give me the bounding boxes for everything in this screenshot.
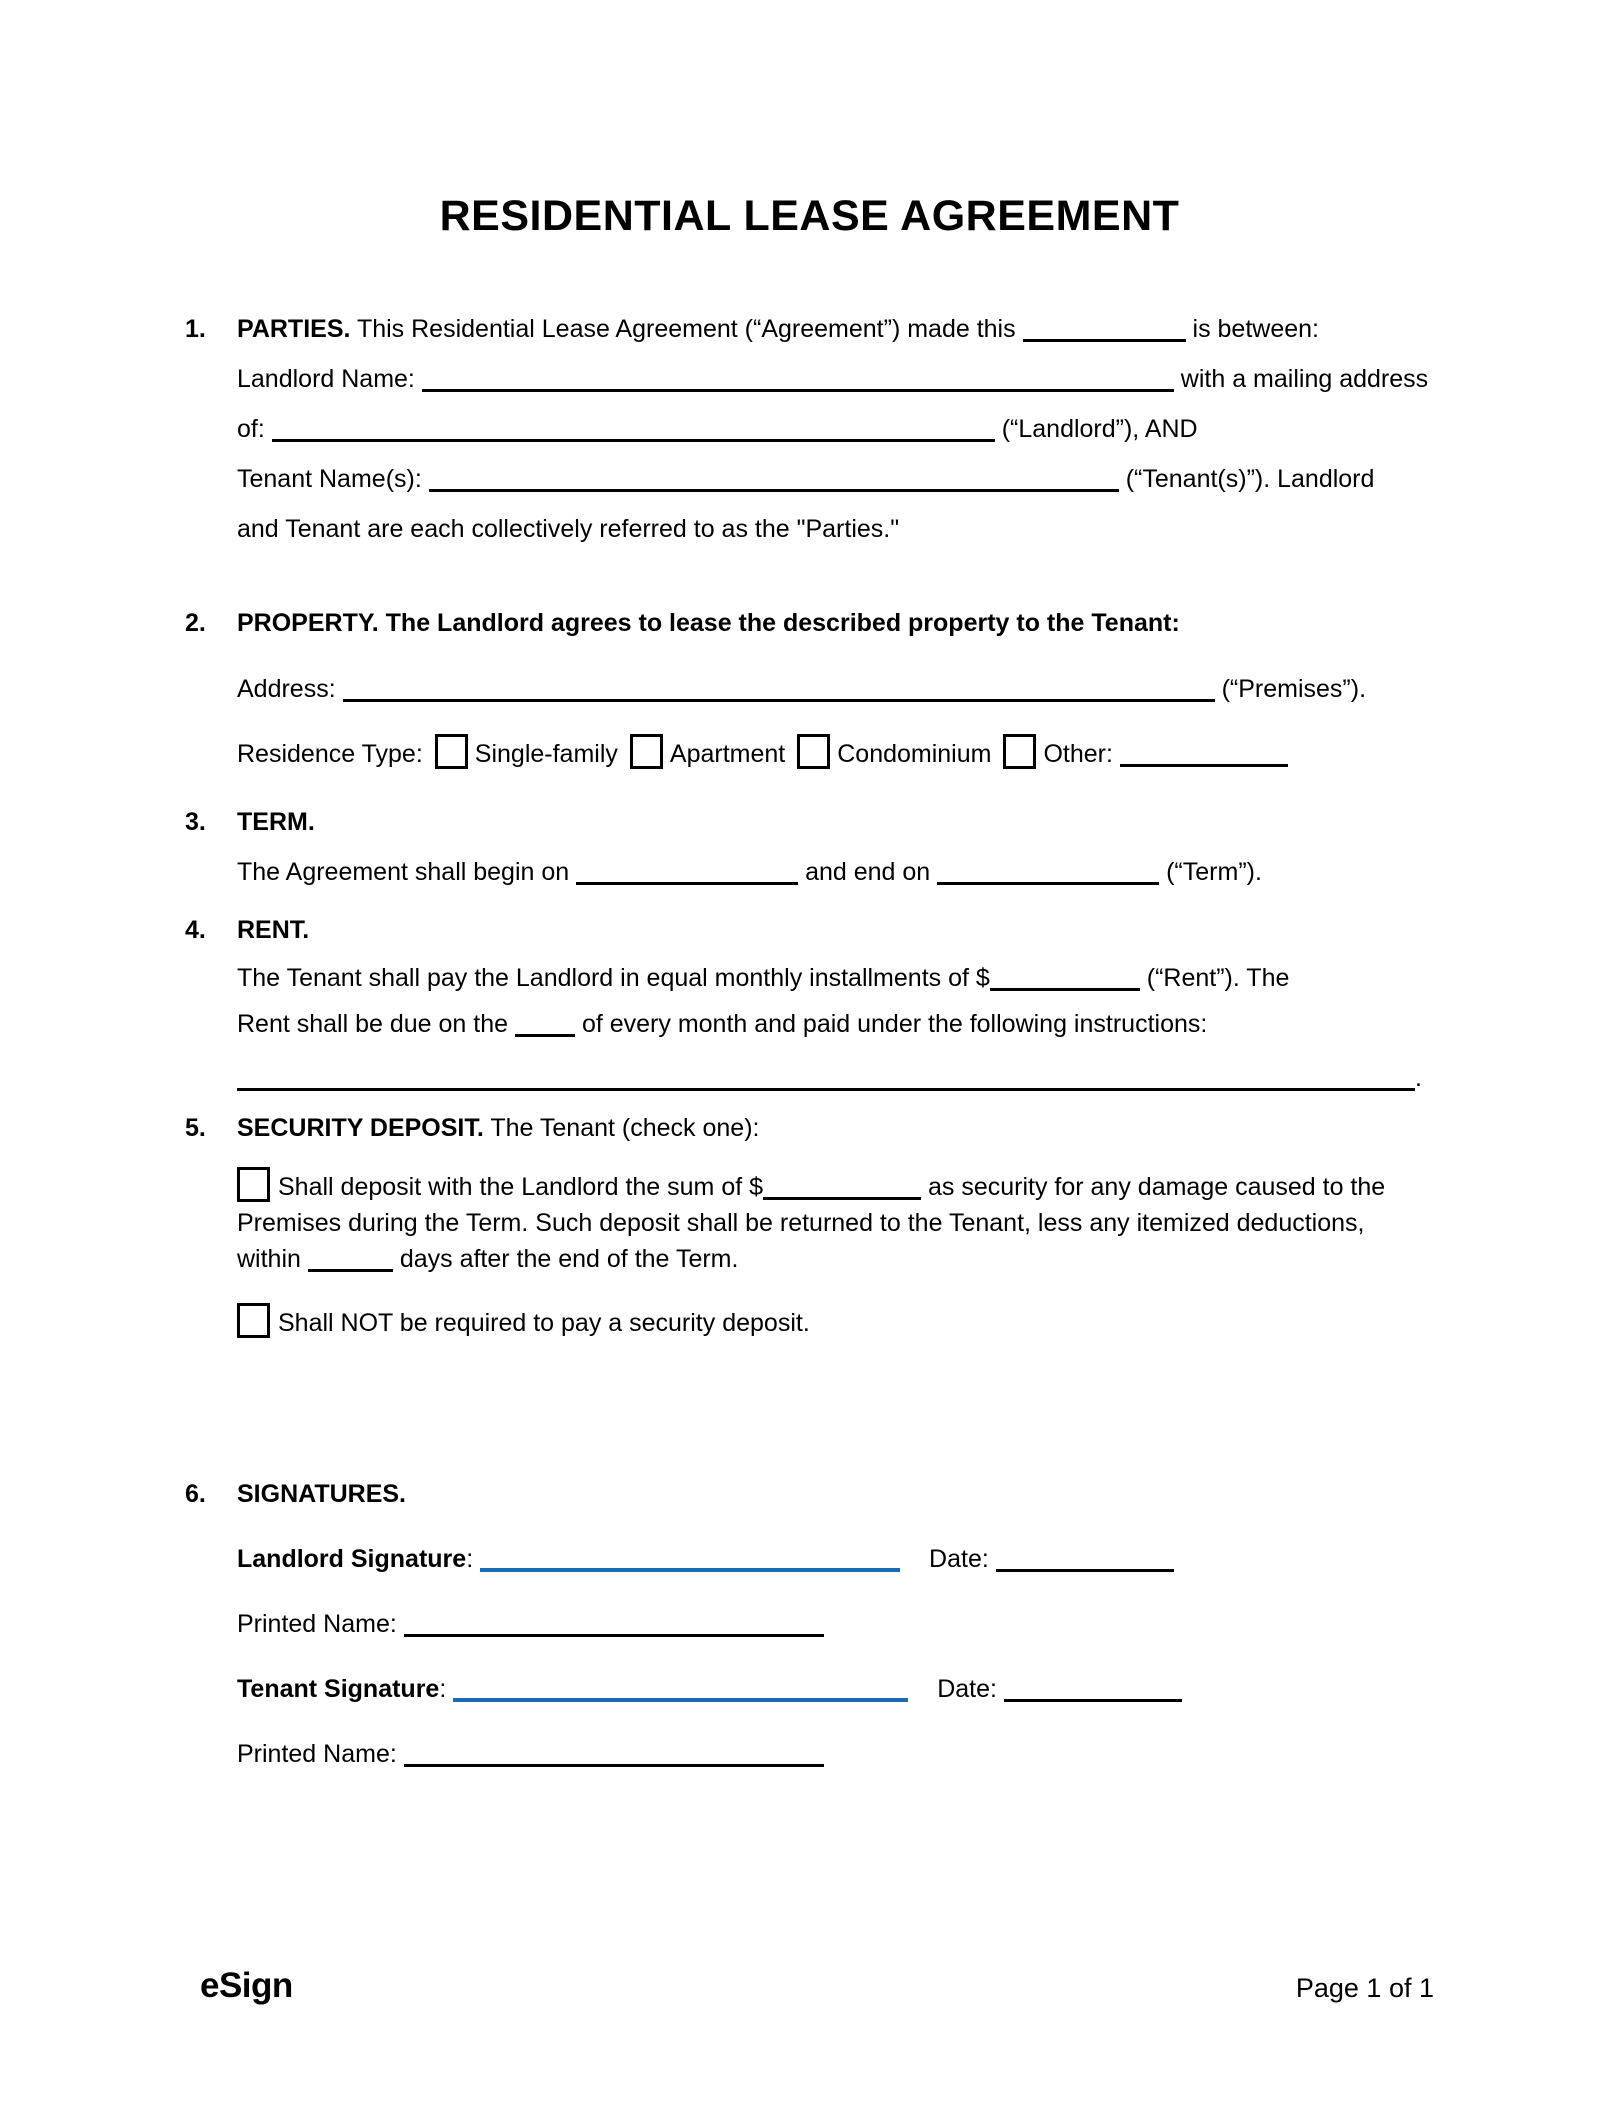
deposit-option-pre: Shall deposit with the Landlord the sum of $: [278, 1173, 764, 1201]
address-label: Address:: [237, 675, 336, 703]
property-address-blank[interactable]: [343, 695, 1215, 702]
tenant-date-blank[interactable]: [1004, 1695, 1182, 1702]
option-other-label: Other:: [1043, 740, 1113, 768]
term-end-text: (“Term”).: [1166, 858, 1262, 886]
deposit-return-days-blank[interactable]: [308, 1265, 393, 1272]
of-end: (“Landlord”), AND: [1001, 415, 1198, 443]
checkbox-single-family[interactable]: [435, 734, 468, 769]
signatures-heading-line: [237, 1469, 1434, 1519]
document-title: RESIDENTIAL LEASE AGREEMENT: [439, 192, 1180, 240]
rent-amount-line: [237, 955, 1434, 1001]
printed-name-label: Printed Name:: [237, 1740, 397, 1768]
label-colon: :: [466, 1545, 474, 1573]
deposit-amount-blank[interactable]: [763, 1193, 921, 1200]
residence-other-blank[interactable]: [1120, 760, 1288, 767]
rent-due-text: Rent shall be due on the: [237, 1010, 509, 1038]
section-number: 3.: [185, 808, 206, 836]
landlord-address-blank[interactable]: [272, 435, 995, 442]
residence-type-label: Residence Type:: [237, 740, 423, 768]
rent-due-end: of every month and paid under the following instructions:: [581, 1010, 1208, 1038]
page-indicator: Page 1 of 1: [1295, 1973, 1434, 2003]
term-heading-line: [237, 797, 1434, 847]
security-deposit-heading-line: [237, 1103, 1434, 1153]
landlord-signature-label: Landlord Signature: [237, 1545, 467, 1573]
parties-intro-text: This Residential Lease Agreement (“Agreement”) made this: [356, 315, 1016, 343]
section-property: [185, 598, 1434, 779]
property-heading-line: [237, 598, 1434, 648]
section-number: 4.: [185, 916, 206, 944]
rent-instructions-line: [237, 1053, 1434, 1103]
page-footer: [200, 1966, 1434, 2006]
property-address-line: [237, 664, 1434, 714]
term-begin-text: The Agreement shall begin on: [237, 858, 570, 886]
section-rent: [185, 905, 1434, 1103]
landlord-name-line: [237, 354, 1434, 404]
property-heading-rest: The Landlord agrees to lease the described property to the Tenant:: [385, 609, 1180, 637]
parties-intro-end: is between:: [1192, 315, 1319, 343]
tenant-printed-name-line: [237, 1729, 1434, 1779]
landlord-name-blank[interactable]: [422, 385, 1174, 392]
checkbox-condominium[interactable]: [797, 734, 830, 769]
option-apartment-label: Apartment: [669, 740, 786, 768]
tenant-names-end: (“Tenant(s)”). Landlord: [1125, 465, 1375, 493]
section-number: 2.: [185, 609, 206, 637]
parties-heading: PARTIES.: [237, 315, 351, 343]
tenant-signature-label: Tenant Signature: [237, 1675, 440, 1703]
term-dates-line: [237, 847, 1434, 897]
deposit-option-mid: as security for any damage caused to the Premises during the Term. Such deposit shall be returned to the Tenant, less any itemized deductions, within: [237, 1173, 1386, 1273]
no-deposit-option-line: [237, 1303, 1434, 1343]
rent-heading-line: [237, 905, 1434, 955]
term-mid-text: and end on: [805, 858, 931, 886]
landlord-date-blank[interactable]: [996, 1565, 1174, 1572]
section-number: 1.: [185, 315, 206, 343]
deposit-option-paragraph: [237, 1167, 1434, 1277]
payment-instructions-blank[interactable]: [237, 1084, 1415, 1091]
term-end-date-blank[interactable]: [937, 878, 1159, 885]
rent-amount-end: (“Rent”). The: [1146, 964, 1290, 992]
parties-closing-line: and Tenant are each collectively referred to as the "Parties.": [237, 515, 900, 543]
no-deposit-option-label: Shall NOT be required to pay a security deposit.: [278, 1309, 810, 1337]
checkbox-other[interactable]: [1003, 734, 1036, 769]
security-deposit-heading: SECURITY DEPOSIT.: [237, 1114, 484, 1142]
section-number: 5.: [185, 1114, 206, 1142]
section-number: 6.: [185, 1480, 206, 1508]
rent-amount-text: The Tenant shall pay the Landlord in equal monthly installments of $: [237, 964, 990, 992]
signatures-heading: SIGNATURES.: [237, 1480, 406, 1508]
rent-amount-blank[interactable]: [990, 984, 1140, 991]
tenant-names-label: Tenant Name(s):: [237, 465, 422, 493]
term-start-date-blank[interactable]: [576, 878, 798, 885]
tenant-signature-line: [237, 1664, 1434, 1714]
tenant-date-label: Date:: [937, 1675, 997, 1703]
option-condominium-label: Condominium: [837, 740, 992, 768]
esign-logo: eSign: [200, 1966, 293, 2005]
checkbox-no-deposit[interactable]: [237, 1303, 270, 1338]
landlord-address-line: [237, 404, 1434, 454]
agreement-date-blank[interactable]: [1023, 335, 1186, 342]
of-label: of:: [237, 415, 265, 443]
parties-intro-line: [237, 304, 1434, 354]
landlord-signature-line: [237, 1534, 1434, 1584]
option-single-family-label: Single-family: [474, 740, 618, 768]
landlord-printed-name-blank[interactable]: [404, 1630, 824, 1637]
tenant-names-line: [237, 454, 1434, 504]
tenant-names-blank[interactable]: [429, 485, 1119, 492]
section-parties: [185, 304, 1434, 554]
printed-name-label: Printed Name:: [237, 1610, 397, 1638]
rent-heading: RENT.: [237, 916, 310, 944]
checkbox-apartment[interactable]: [630, 734, 663, 769]
landlord-name-end: with a mailing address: [1180, 365, 1429, 393]
landlord-name-label: Landlord Name:: [237, 365, 415, 393]
landlord-date-label: Date:: [929, 1545, 989, 1573]
instructions-period: .: [1415, 1064, 1422, 1092]
label-colon: :: [439, 1675, 447, 1703]
checkbox-shall-deposit[interactable]: [237, 1167, 270, 1202]
term-heading: TERM.: [237, 808, 315, 836]
security-deposit-heading-rest: The Tenant (check one):: [490, 1114, 760, 1142]
section-signatures: [185, 1469, 1434, 1779]
rent-due-line: [237, 1001, 1434, 1047]
landlord-printed-name-line: [237, 1599, 1434, 1649]
tenant-printed-name-blank[interactable]: [404, 1760, 824, 1767]
rent-due-day-blank[interactable]: [515, 1030, 575, 1037]
residence-type-line: [237, 729, 1434, 779]
tenant-signature-field[interactable]: [453, 1694, 908, 1702]
deposit-option-end: days after the end of the Term.: [399, 1245, 739, 1273]
address-end: (“Premises”).: [1221, 675, 1367, 703]
section-term: [185, 797, 1434, 897]
section-security-deposit: [185, 1103, 1434, 1343]
property-heading: PROPERTY.: [237, 609, 379, 637]
landlord-signature-field[interactable]: [480, 1564, 900, 1572]
